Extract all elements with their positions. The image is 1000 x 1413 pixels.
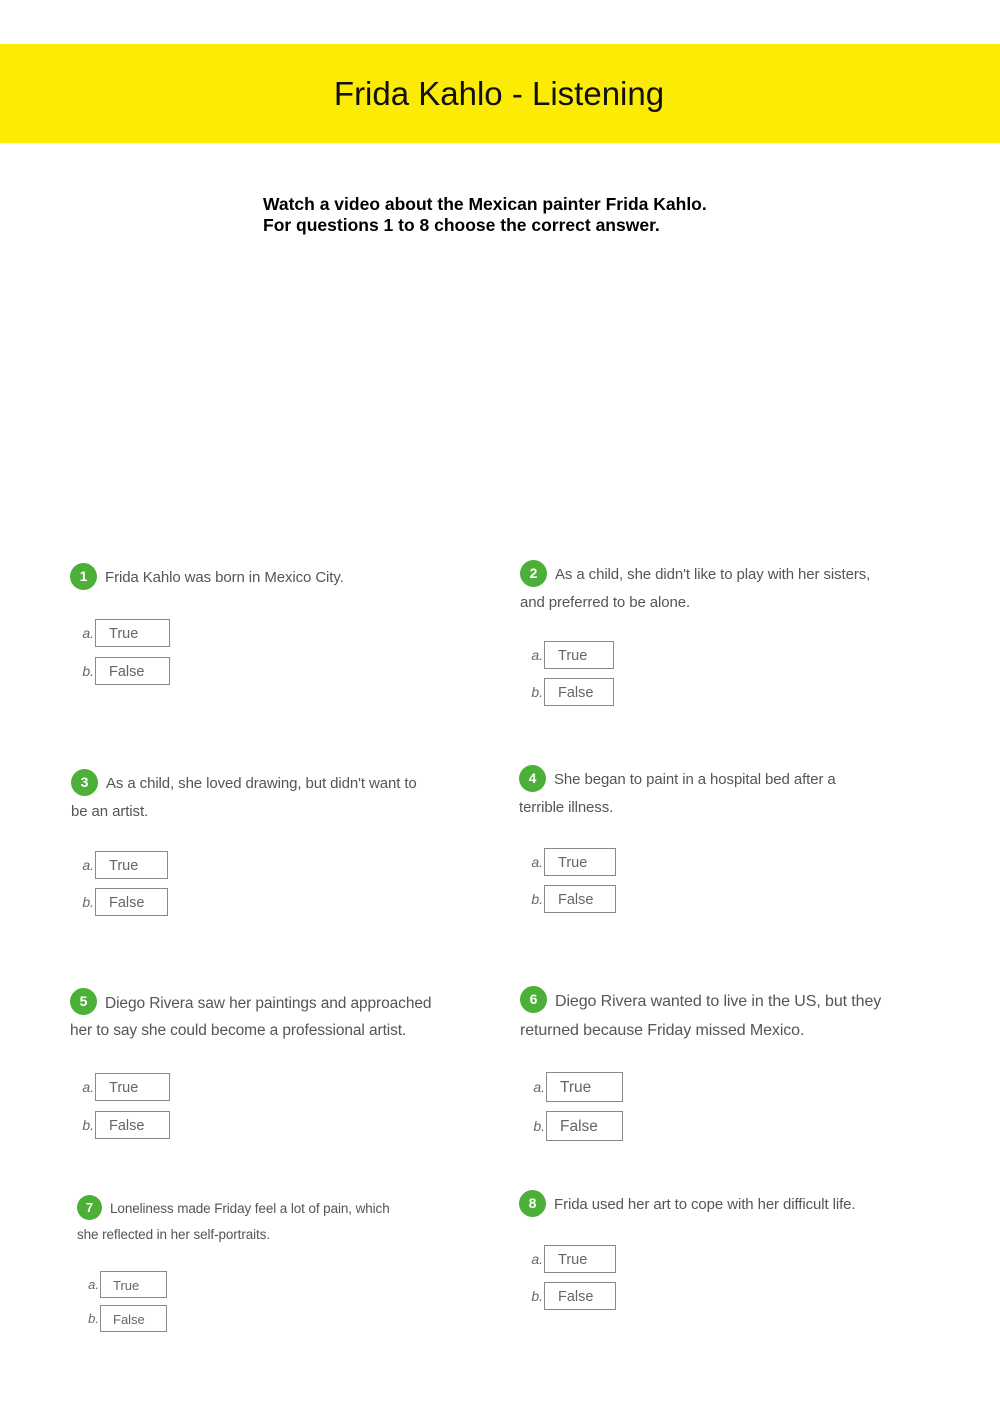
question-text-line-1: Diego Rivera saw her paintings and approached [105,995,432,1012]
option-a[interactable] [80,619,170,647]
question-text-line-2: and preferred to be alone. [520,593,691,611]
option-b[interactable] [85,1305,167,1332]
option-true-button[interactable]: True [544,848,616,876]
option-a[interactable] [80,851,168,879]
instructions-line-1: Watch a video about the Mexican painter Frida Kahlo. [263,194,707,214]
option-true-button[interactable]: True [95,619,170,647]
question-4 [519,766,939,821]
option-letter: b. [82,1117,94,1133]
question-text-line-2: returned because Friday missed Mexico. [520,1022,805,1039]
question-text-line-2: her to say she could become a professional artist. [70,1022,407,1040]
option-false-button[interactable]: False [95,888,168,916]
option-letter: a. [531,647,543,663]
question-5 [70,990,500,1044]
question-3 [71,770,491,825]
question-number-badge: 8 [519,1190,546,1217]
option-a[interactable] [529,848,616,876]
question-text-line-1: As a child, she loved drawing, but didn't want to [106,775,417,792]
question-number-badge: 2 [520,560,547,587]
question-text-line-2: be an artist. [71,802,149,820]
question-1 [70,564,490,592]
question-2 [520,561,940,616]
question-stem [519,1191,939,1219]
question-stem [520,987,960,1045]
option-false-button[interactable]: False [544,1282,616,1310]
question-text-line-1: Loneliness made Friday feel a lot of pain, which [110,1201,390,1216]
option-true-button[interactable]: True [95,851,168,879]
question-text-line-1: Diego Rivera wanted to live in the US, but they [555,993,882,1010]
question-stem [520,561,940,616]
question-number-badge: 1 [70,563,97,590]
option-false-button[interactable]: False [544,678,614,706]
option-letter: b. [88,1311,99,1326]
option-true-button[interactable]: True [100,1271,167,1298]
option-letter: b. [533,1118,545,1134]
option-b[interactable] [529,885,616,913]
option-b[interactable] [80,1111,170,1139]
question-stem [70,990,500,1044]
option-letter: a. [82,1079,94,1095]
question-stem [77,1196,497,1247]
option-false-button[interactable]: False [95,657,170,685]
option-a[interactable] [85,1271,167,1298]
option-letter: a. [82,857,94,873]
option-false-button[interactable]: False [95,1111,170,1139]
question-7 [77,1196,497,1247]
option-a[interactable] [80,1073,170,1101]
option-b[interactable] [531,1111,623,1141]
option-letter: b. [531,891,543,907]
question-stem [519,766,939,821]
question-text-line-1: Frida Kahlo was born in Mexico City. [105,569,344,586]
question-number-badge: 4 [519,765,546,792]
option-a[interactable] [529,641,614,669]
title-banner [0,44,1000,143]
question-text-line-1: As a child, she didn't like to play with her sisters, [555,566,871,583]
option-b[interactable] [529,1282,616,1310]
option-true-button[interactable]: True [95,1073,170,1101]
question-text-line-2: terrible illness. [519,798,614,816]
question-number-badge: 6 [520,986,547,1013]
option-a[interactable] [531,1072,623,1102]
instructions-line-2: For questions 1 to 8 choose the correct answer. [263,215,660,235]
option-true-button[interactable]: True [546,1072,623,1102]
page-title: Frida Kahlo - Listening [333,74,665,112]
question-number-badge: 5 [70,988,97,1015]
option-letter: a. [531,1251,543,1267]
option-letter: a. [533,1079,545,1095]
question-6 [520,987,960,1045]
option-letter: a. [82,625,94,641]
option-b[interactable] [529,678,614,706]
option-b[interactable] [80,657,170,685]
option-false-button[interactable]: False [544,885,616,913]
question-text-line-1: Frida used her art to cope with her difficult life. [554,1196,856,1213]
option-letter: a. [88,1277,99,1292]
option-false-button[interactable]: False [546,1111,623,1141]
question-number-badge: 3 [71,769,98,796]
question-text-line-1: She began to paint in a hospital bed after a [554,771,836,788]
option-true-button[interactable]: True [544,641,614,669]
question-8 [519,1191,939,1219]
question-number-badge: 7 [77,1195,102,1220]
option-letter: b. [531,1288,543,1304]
option-letter: b. [531,684,543,700]
question-text-line-2: she reflected in her self-portraits. [77,1226,270,1242]
question-stem [71,770,491,825]
option-letter: b. [82,894,94,910]
instructions [263,194,823,236]
option-letter: b. [82,663,94,679]
option-a[interactable] [529,1245,616,1273]
question-stem [70,564,490,592]
option-false-button[interactable]: False [100,1305,167,1332]
option-b[interactable] [80,888,168,916]
option-letter: a. [531,854,543,870]
option-true-button[interactable]: True [544,1245,616,1273]
